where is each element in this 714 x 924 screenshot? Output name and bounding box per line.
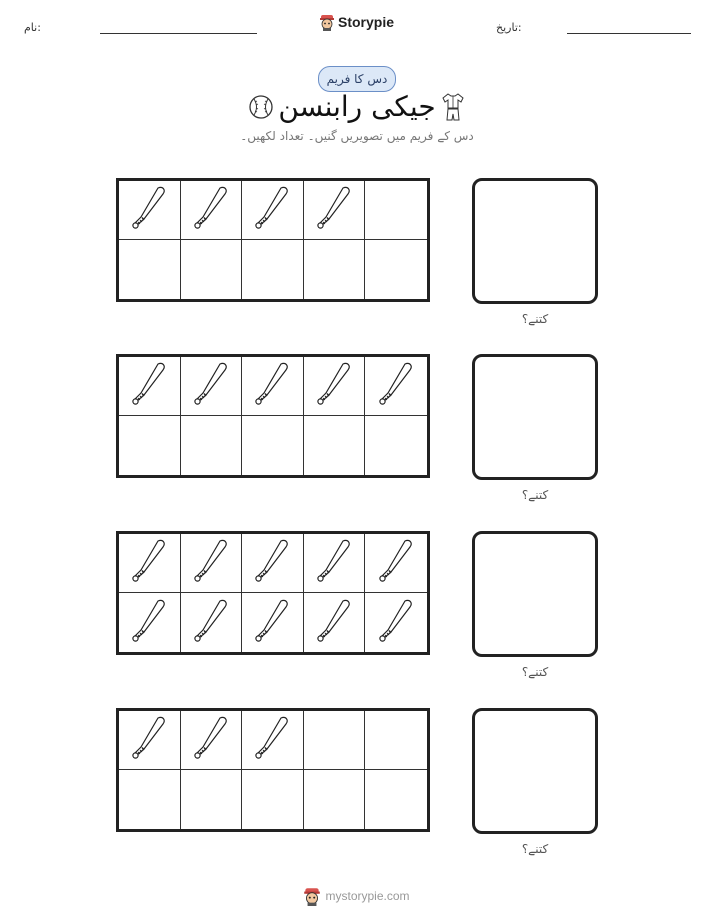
ten-frame-cell: [304, 240, 366, 299]
baseball-bat-icon: [253, 598, 291, 648]
ten-frame-cell: [365, 711, 427, 770]
how-many-label: کتنے؟: [521, 842, 549, 856]
ten-frame-cell: [365, 416, 427, 475]
footer-url[interactable]: mystorypie.com: [325, 889, 410, 903]
ten-frame-cell: [242, 240, 304, 299]
ten-frame-cell: [365, 181, 427, 240]
ten-frame-cell: [119, 593, 181, 652]
baseball-bat-icon: [315, 538, 353, 588]
worksheet-title: جیکی رابنسن: [278, 90, 436, 123]
baseball-bat-icon: [130, 185, 168, 235]
footer: [0, 886, 714, 906]
baseball-bat-icon: [253, 715, 291, 765]
ten-frame-cell: [181, 534, 243, 593]
name-line[interactable]: [100, 33, 257, 34]
worksheet-badge: دس کا فریم: [318, 66, 396, 92]
ten-frame-cell: [119, 181, 181, 240]
ten-frame-cell: [242, 416, 304, 475]
ten-frame-cell: [119, 357, 181, 416]
ten-frame-cell: [242, 593, 304, 652]
ten-frame-cell: [242, 181, 304, 240]
brand-name: Storypie: [337, 14, 394, 30]
ten-frame-4: [116, 708, 430, 832]
ten-frame-cell: [242, 357, 304, 416]
ten-frame-cell: [365, 593, 427, 652]
baseball-bat-icon: [192, 598, 230, 648]
baseball-bat-icon: [130, 715, 168, 765]
baseball-bat-icon: [315, 598, 353, 648]
ten-frame-cell: [304, 770, 366, 829]
brand-logo: [0, 13, 714, 31]
ten-frame-cell: [181, 181, 243, 240]
worksheet-instructions: دس کے فریم میں تصویریں گنیں۔ تعداد لکھیں۔: [240, 129, 474, 143]
ten-frame-cell: [365, 770, 427, 829]
ten-frame-2: [116, 354, 430, 478]
ten-frame-cell: [365, 240, 427, 299]
how-many-label: کتنے؟: [521, 488, 549, 502]
ten-frame-cell: [181, 593, 243, 652]
ten-frame-cell: [181, 416, 243, 475]
baseball-bat-icon: [253, 361, 291, 411]
baseball-bat-icon: [253, 185, 291, 235]
answer-box-2[interactable]: [472, 354, 598, 480]
ten-frame-cell: [242, 770, 304, 829]
ten-frame-cell: [365, 357, 427, 416]
ten-frame-cell: [181, 240, 243, 299]
ten-frame-1: [116, 178, 430, 302]
ten-frame-cell: [304, 534, 366, 593]
how-many-label: کتنے؟: [521, 665, 549, 679]
baseball-bat-icon: [377, 361, 415, 411]
ten-frame-cell: [119, 711, 181, 770]
baseball-bat-icon: [130, 598, 168, 648]
baseball-bat-icon: [377, 538, 415, 588]
baseball-bat-icon: [315, 185, 353, 235]
ten-frame-cell: [119, 770, 181, 829]
baseball-bat-icon: [130, 361, 168, 411]
baseball-bat-icon: [315, 361, 353, 411]
baseball-bat-icon: [253, 538, 291, 588]
ten-frame-cell: [242, 534, 304, 593]
ten-frame-cell: [304, 416, 366, 475]
baseball-bat-icon: [192, 185, 230, 235]
ten-frame-cell: [181, 770, 243, 829]
ten-frame-3: [116, 531, 430, 655]
ten-frame-cell: [304, 711, 366, 770]
answer-box-3[interactable]: [472, 531, 598, 657]
name-label: نام:: [24, 21, 41, 34]
ten-frame-cell: [242, 711, 304, 770]
how-many-label: کتنے؟: [521, 312, 549, 326]
answer-box-1[interactable]: [472, 178, 598, 304]
ten-frame-cell: [181, 711, 243, 770]
storypie-mascot-icon: [304, 886, 320, 906]
ten-frame-cell: [304, 357, 366, 416]
ten-frame-cell: [304, 593, 366, 652]
baseball-bat-icon: [377, 598, 415, 648]
ten-frame-cell: [181, 357, 243, 416]
date-line[interactable]: [567, 33, 691, 34]
baseball-bat-icon: [192, 715, 230, 765]
storypie-mascot-icon: [320, 13, 334, 31]
answer-box-4[interactable]: [472, 708, 598, 834]
baseball-bat-icon: [192, 361, 230, 411]
baseball-bat-icon: [192, 538, 230, 588]
baseball-bat-icon: [130, 538, 168, 588]
ten-frame-cell: [119, 416, 181, 475]
ten-frame-cell: [365, 534, 427, 593]
baseball-uniform-icon: [440, 92, 466, 122]
date-label: تاریخ:: [496, 21, 522, 34]
ten-frame-cell: [304, 181, 366, 240]
ten-frame-cell: [119, 534, 181, 593]
ten-frame-cell: [119, 240, 181, 299]
